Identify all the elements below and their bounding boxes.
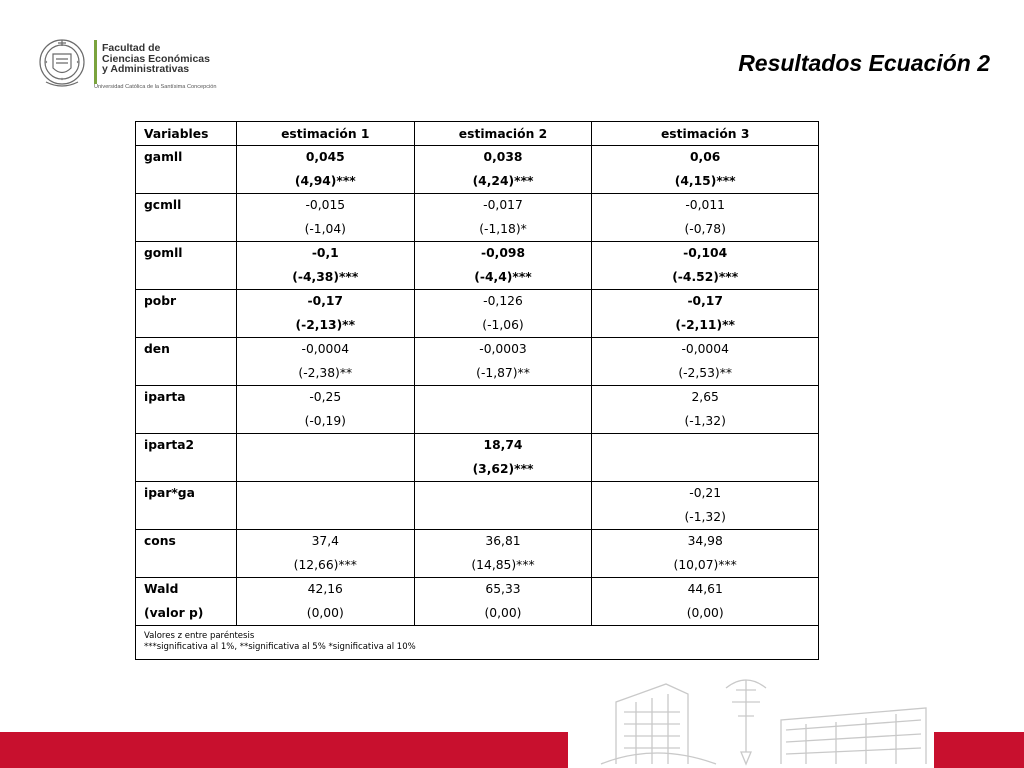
variable-name: (valor p) bbox=[144, 605, 204, 620]
coefficient-value: -0,21 bbox=[689, 486, 722, 500]
variable-name: ipar*ga bbox=[144, 486, 195, 500]
table-row bbox=[136, 386, 819, 434]
z-value bbox=[237, 506, 414, 530]
variable-name bbox=[144, 170, 236, 194]
table-row bbox=[136, 242, 819, 290]
estimate-cell-2 bbox=[414, 386, 592, 434]
column-header-estimation-2: estimación 2 bbox=[414, 122, 592, 146]
estimate-cell-1 bbox=[236, 338, 414, 386]
bottom-bar-right bbox=[934, 732, 1024, 768]
coefficient-value: 0,038 bbox=[483, 150, 523, 164]
coefficient-value: 0,06 bbox=[690, 150, 721, 164]
coefficient-value: 44,61 bbox=[687, 582, 723, 596]
z-value: (0,00) bbox=[484, 605, 522, 620]
z-value: (-2,13)** bbox=[295, 317, 356, 332]
table-row bbox=[136, 146, 819, 194]
estimate-cell-2 bbox=[414, 530, 592, 578]
coefficient-value bbox=[237, 482, 414, 506]
coefficient-value bbox=[415, 386, 592, 410]
variable-cell bbox=[136, 482, 237, 530]
coefficient-value: -0,098 bbox=[481, 246, 525, 260]
variable-name: pobr bbox=[144, 294, 177, 308]
table-row bbox=[136, 530, 819, 578]
table-row bbox=[136, 578, 819, 626]
coefficient-value: -0,17 bbox=[687, 294, 723, 308]
z-value: (4,94)*** bbox=[294, 173, 356, 188]
coefficient-value: -0,1 bbox=[311, 246, 339, 260]
variable-name bbox=[144, 554, 236, 578]
z-value bbox=[237, 458, 414, 482]
z-value: (-1,06) bbox=[482, 317, 524, 332]
z-value: (-4,38)*** bbox=[292, 269, 359, 284]
estimate-cell-3 bbox=[592, 482, 819, 530]
variable-cell bbox=[136, 290, 237, 338]
faculty-name-line: Facultad de bbox=[102, 42, 161, 54]
column-header-estimation-3: estimación 3 bbox=[592, 122, 819, 146]
table-notes bbox=[136, 626, 819, 660]
variable-name: den bbox=[144, 342, 170, 356]
faculty-name bbox=[102, 43, 210, 75]
variable-name: iparta bbox=[144, 390, 186, 404]
estimate-cell-1 bbox=[236, 530, 414, 578]
estimate-cell-3 bbox=[592, 146, 819, 194]
coefficient-value: 18,74 bbox=[483, 438, 523, 452]
variable-cell bbox=[136, 242, 237, 290]
coefficient-value: -0,126 bbox=[483, 294, 523, 308]
estimate-cell-1 bbox=[236, 482, 414, 530]
variable-name bbox=[144, 314, 236, 338]
z-value: (-1,32) bbox=[684, 509, 726, 524]
faculty-name-line: Ciencias Económicas bbox=[102, 52, 210, 65]
z-value: (12,66)*** bbox=[293, 557, 357, 572]
logo-accent-bar bbox=[94, 40, 97, 84]
estimate-cell-2 bbox=[414, 578, 592, 626]
university-name: Universidad Católica de la Santísima Concepción bbox=[94, 84, 217, 90]
coefficient-value: -0,17 bbox=[307, 294, 343, 308]
z-value: (0,00) bbox=[686, 605, 724, 620]
coefficient-value: -0,25 bbox=[309, 390, 342, 404]
estimate-cell-1 bbox=[236, 434, 414, 482]
table-row bbox=[136, 434, 819, 482]
column-header-estimation-1: estimación 1 bbox=[236, 122, 414, 146]
z-value: (3,62)*** bbox=[472, 461, 534, 476]
variable-name: cons bbox=[144, 534, 176, 548]
bottom-bar-left bbox=[0, 732, 568, 768]
variable-cell bbox=[136, 434, 237, 482]
estimate-cell-3 bbox=[592, 386, 819, 434]
variable-cell bbox=[136, 386, 237, 434]
z-value: (-1,04) bbox=[304, 221, 346, 236]
estimate-cell-2 bbox=[414, 434, 592, 482]
slide-title: Resultados Ecuación 2 bbox=[738, 50, 990, 76]
campus-buildings-illustration bbox=[596, 672, 934, 768]
estimate-cell-2 bbox=[414, 482, 592, 530]
coefficient-value: 42,16 bbox=[307, 582, 343, 596]
variable-name: iparta2 bbox=[144, 438, 195, 452]
z-value: (4,15)*** bbox=[674, 173, 736, 188]
z-value: (0,00) bbox=[306, 605, 344, 620]
estimate-cell-3 bbox=[592, 290, 819, 338]
z-value: (-0,19) bbox=[304, 413, 346, 428]
estimate-cell-1 bbox=[236, 146, 414, 194]
note-line: Valores z entre paréntesis bbox=[144, 631, 255, 641]
variable-cell bbox=[136, 338, 237, 386]
z-value: (4,24)*** bbox=[472, 173, 534, 188]
variable-name: gamll bbox=[144, 150, 183, 164]
estimate-cell-3 bbox=[592, 194, 819, 242]
z-value: (-4.52)*** bbox=[672, 269, 739, 284]
variable-cell bbox=[136, 194, 237, 242]
estimate-cell-1 bbox=[236, 386, 414, 434]
estimate-cell-3 bbox=[592, 242, 819, 290]
z-value: (-4,4)*** bbox=[474, 269, 532, 284]
table-row bbox=[136, 482, 819, 530]
coefficient-value: -0,0003 bbox=[479, 342, 527, 356]
z-value: (-1,18)* bbox=[479, 221, 527, 236]
coefficient-value bbox=[415, 482, 592, 506]
coefficient-value: 36,81 bbox=[485, 534, 521, 548]
variable-cell bbox=[136, 530, 237, 578]
estimate-cell-2 bbox=[414, 242, 592, 290]
coefficient-value: 65,33 bbox=[485, 582, 521, 596]
estimate-cell-3 bbox=[592, 578, 819, 626]
coefficient-value: -0,017 bbox=[483, 198, 523, 212]
z-value: (-1,87)** bbox=[476, 365, 530, 380]
estimate-cell-3 bbox=[592, 338, 819, 386]
z-value: (14,85)*** bbox=[471, 557, 535, 572]
faculty-name-line: y Administrativas bbox=[102, 63, 190, 75]
z-value bbox=[592, 458, 818, 482]
z-value: (10,07)*** bbox=[673, 557, 737, 572]
z-value bbox=[415, 410, 592, 434]
z-value: (-1,32) bbox=[684, 413, 726, 428]
estimate-cell-2 bbox=[414, 146, 592, 194]
variable-cell bbox=[136, 146, 237, 194]
table-row bbox=[136, 290, 819, 338]
variable-name bbox=[144, 506, 236, 530]
z-value: (-2,38)** bbox=[298, 365, 353, 380]
variable-name bbox=[144, 458, 236, 482]
estimate-cell-3 bbox=[592, 434, 819, 482]
variable-name bbox=[144, 410, 236, 434]
estimate-cell-3 bbox=[592, 530, 819, 578]
estimate-cell-1 bbox=[236, 578, 414, 626]
estimate-cell-2 bbox=[414, 338, 592, 386]
results-table bbox=[135, 121, 819, 660]
variable-name: gomll bbox=[144, 246, 183, 260]
variable-name bbox=[144, 218, 236, 242]
estimate-cell-1 bbox=[236, 194, 414, 242]
table-body bbox=[136, 146, 819, 626]
table-notes-row bbox=[136, 626, 819, 660]
coefficient-value: 0,045 bbox=[305, 150, 345, 164]
estimate-cell-1 bbox=[236, 290, 414, 338]
coefficient-value: -0,011 bbox=[685, 198, 725, 212]
coefficient-value: 2,65 bbox=[691, 390, 719, 404]
coefficient-value: 37,4 bbox=[311, 534, 339, 548]
table-row bbox=[136, 194, 819, 242]
variable-cell bbox=[136, 578, 237, 626]
coefficient-value: -0,104 bbox=[683, 246, 728, 260]
faculty-logo bbox=[34, 32, 234, 96]
table-header-row bbox=[136, 122, 819, 146]
variable-name: gcmll bbox=[144, 198, 182, 212]
z-value: (-0,78) bbox=[684, 221, 726, 236]
z-value bbox=[415, 506, 592, 530]
z-value: (-2,53)** bbox=[678, 365, 733, 380]
estimate-cell-1 bbox=[236, 242, 414, 290]
column-header-variables: Variables bbox=[136, 122, 237, 146]
variable-name bbox=[144, 266, 236, 290]
note-line: ***significativa al 1%, **significativa al 5% *significativa al 10% bbox=[144, 642, 416, 652]
coefficient-value bbox=[592, 434, 818, 458]
variable-name: Wald bbox=[144, 582, 179, 596]
university-crest-icon bbox=[34, 32, 90, 92]
table-row bbox=[136, 338, 819, 386]
coefficient-value: -0,015 bbox=[305, 198, 346, 212]
coefficient-value: 34,98 bbox=[687, 534, 723, 548]
estimate-cell-2 bbox=[414, 290, 592, 338]
estimate-cell-2 bbox=[414, 194, 592, 242]
coefficient-value: -0,0004 bbox=[301, 342, 350, 356]
coefficient-value bbox=[237, 434, 414, 458]
z-value: (-2,11)** bbox=[675, 317, 735, 332]
coefficient-value: -0,0004 bbox=[681, 342, 729, 356]
variable-name bbox=[144, 362, 236, 386]
